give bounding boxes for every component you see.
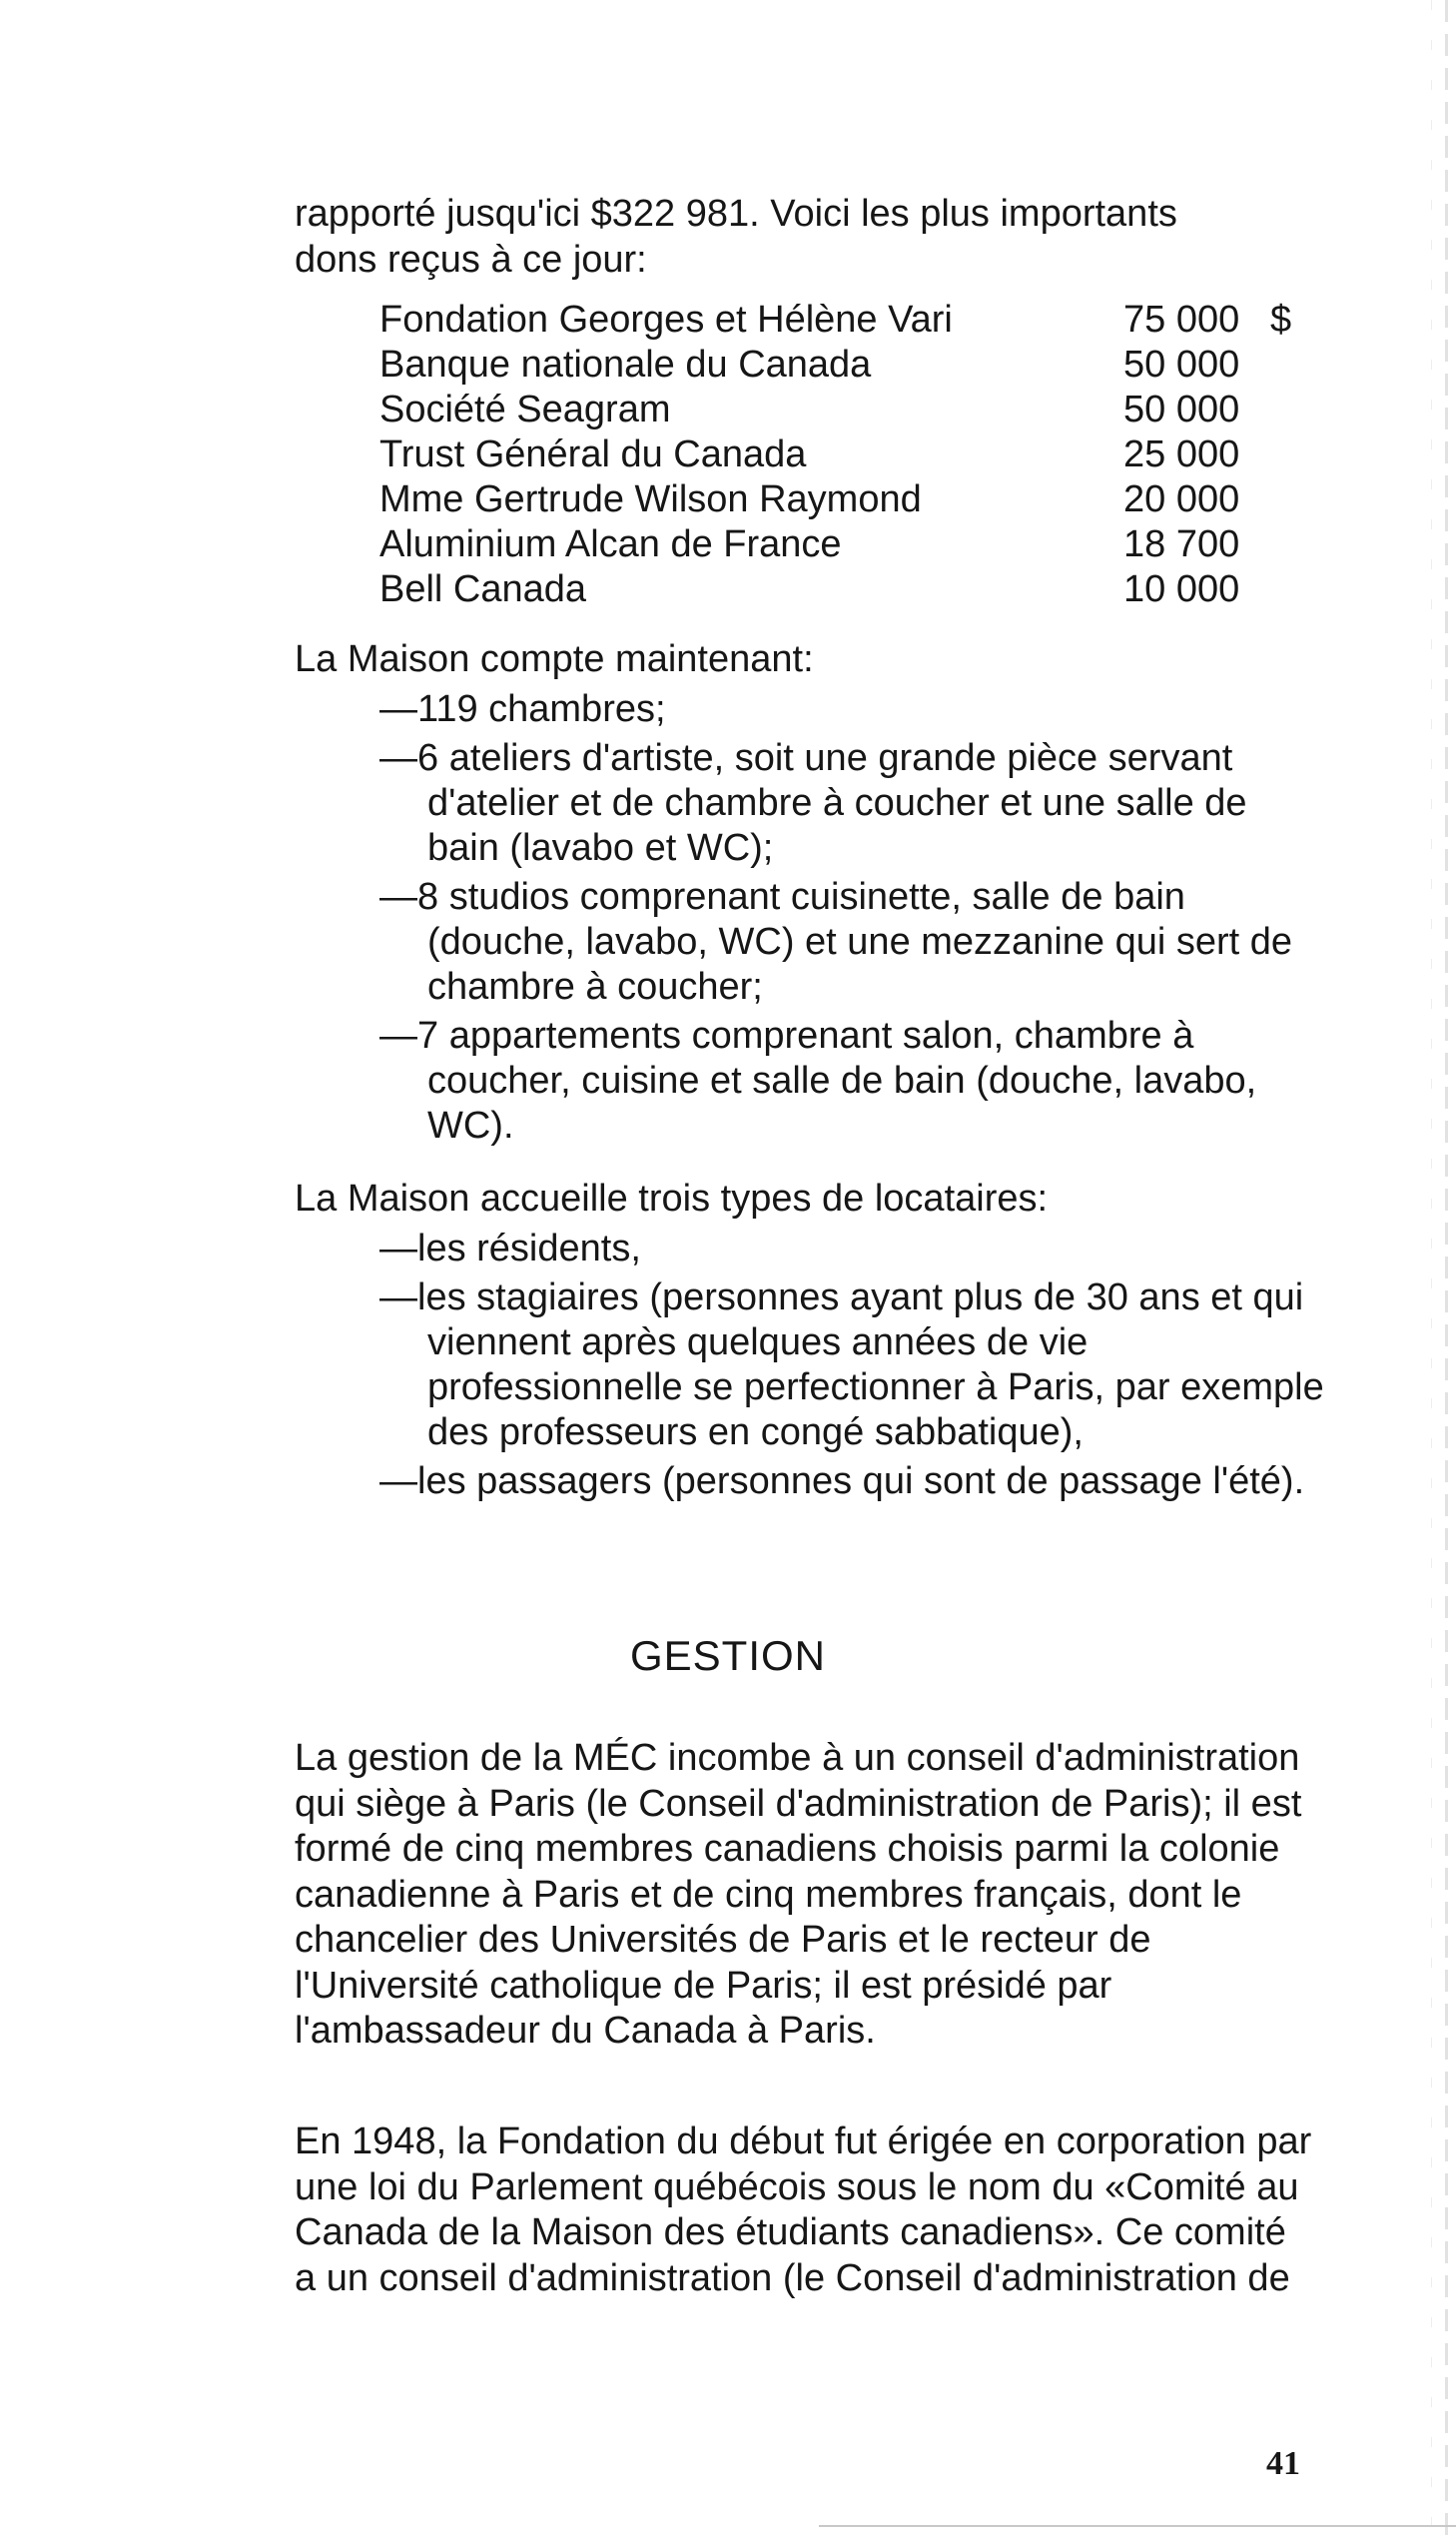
donation-row bbox=[379, 298, 1308, 343]
page-number: 41 bbox=[1266, 2445, 1300, 2482]
gestion-paragraph: La gestion de la MÉC incombe à un conseil d'administration qui siège à Paris (le Conseil d'administration de Paris); il est formé de cinq membres canadiens choisis parmi la colonie canadienne à Paris et de cinq membres français, dont le chancelier des Universités de Paris et le recteur de l'Université catholique de Paris; il est présidé par l'ambassadeur du Canada à Paris. bbox=[295, 1737, 1302, 2052]
donor-name: Banque nationale du Canada bbox=[379, 344, 872, 386]
scan-edge-artifact bbox=[1445, 0, 1448, 2535]
donor-name: Fondation Georges et Hélène Vari bbox=[379, 299, 953, 341]
donor-name: Trust Général du Canada bbox=[379, 433, 807, 475]
fondation-paragraph: En 1948, la Fondation du début fut érigée en corporation par une loi du Parlement québécois sous le nom du «Comité au Canada de la Maison des étudiants canadiens». Ce comité a un conseil d'administration (le Conseil d'administration de bbox=[295, 2120, 1312, 2299]
list-item: —8 studios comprenant cuisinette, salle de bain (douche, lavabo, WC) et une mezzanine qui sert de chambre à coucher; bbox=[379, 876, 1293, 1008]
intro-line-1: rapporté jusqu'ici $322 981. Voici les plus importants bbox=[295, 193, 1177, 235]
donation-amount: 50 000 bbox=[1123, 389, 1240, 430]
maison-heading: La Maison compte maintenant: bbox=[295, 638, 814, 680]
donor-name: Société Seagram bbox=[379, 389, 671, 430]
list-item: —les stagiaires (personnes ayant plus de 30 ans et qui viennent après quelques années de vie professionnelle se perfectionner à Paris, par exemple des professeurs en congé sabbatique), bbox=[379, 1276, 1324, 1453]
donation-amount: 10 000 bbox=[1123, 568, 1240, 610]
donation-row bbox=[379, 388, 1308, 432]
donations-list bbox=[379, 298, 1308, 612]
donation-amount: 50 000 bbox=[1123, 344, 1240, 386]
donation-amount: 25 000 bbox=[1123, 433, 1240, 475]
donor-name: Bell Canada bbox=[379, 568, 587, 610]
scan-edge-artifact-faint bbox=[1431, 0, 1432, 2535]
list-item: —les passagers (personnes qui sont de passage l'été). bbox=[379, 1460, 1305, 1502]
donation-row bbox=[379, 522, 1308, 567]
rooms-list bbox=[379, 687, 1298, 1153]
donor-name: Aluminium Alcan de France bbox=[379, 523, 842, 565]
donation-row bbox=[379, 343, 1308, 388]
donation-amount: 18 700 bbox=[1123, 523, 1240, 565]
list-item: —119 chambres; bbox=[379, 688, 666, 730]
donation-row bbox=[379, 567, 1308, 612]
list-item: —6 ateliers d'artiste, soit une grande pièce servant d'atelier et de chambre à coucher et une salle de bain (lavabo et WC); bbox=[379, 737, 1247, 869]
intro-paragraph bbox=[295, 192, 1313, 283]
list-item: —7 appartements comprenant salon, chambre à coucher, cuisine et salle de bain (douche, lavabo, WC). bbox=[379, 1015, 1257, 1147]
section-title: GESTION bbox=[629, 1632, 827, 1679]
donation-row bbox=[379, 432, 1308, 477]
donation-amount: 75 000 bbox=[1123, 299, 1240, 341]
bottom-edge-rule bbox=[819, 2525, 1456, 2527]
tenants-list bbox=[379, 1227, 1328, 1508]
list-item: —les résidents, bbox=[379, 1228, 641, 1269]
donor-name: Mme Gertrude Wilson Raymond bbox=[379, 478, 922, 520]
tenants-heading: La Maison accueille trois types de locataires: bbox=[295, 1178, 1049, 1220]
intro-line-2: dons reçus à ce jour: bbox=[295, 238, 647, 281]
donation-row bbox=[379, 477, 1308, 522]
currency-symbol: $ bbox=[1270, 299, 1292, 341]
donation-amount: 20 000 bbox=[1123, 478, 1240, 520]
